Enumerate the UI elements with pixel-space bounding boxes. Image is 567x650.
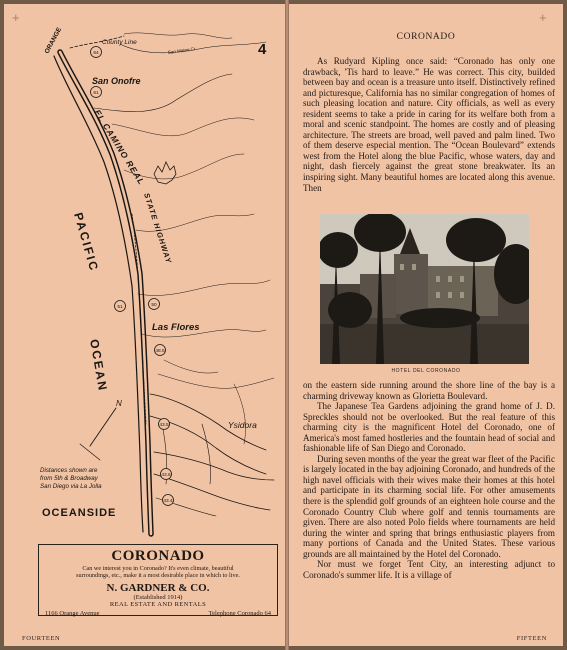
left-page <box>4 4 285 646</box>
ad-address: 1166 Orange Avenue <box>45 610 100 617</box>
paragraph-continued: on the eastern side running around the shore line of the bay is a charming driveway known as Glorietta Boulevard. <box>303 380 555 401</box>
milepost-label: 43.5 <box>159 423 169 428</box>
route-map <box>4 4 285 544</box>
page-title: CORONADO <box>396 32 456 42</box>
state-highway-label: STATE HIGHWAY <box>142 191 174 265</box>
advertisement-box <box>38 544 278 616</box>
text-block-bottom <box>303 380 555 580</box>
distance-note-line: San Diego via La Jolla <box>40 483 102 490</box>
distance-note-line: Distances shown are <box>40 467 98 474</box>
page-folio-right: FIFTEEN <box>516 635 547 642</box>
el-camino-real-label: EL CAMINO REAL <box>92 107 147 187</box>
pencil-mark: + <box>539 10 547 25</box>
ad-established: (Established 1914) <box>133 594 183 601</box>
ad-contact-row <box>39 608 277 617</box>
north-arrow <box>90 408 116 446</box>
ocean-label: OCEAN <box>87 338 111 394</box>
right-page <box>289 4 563 646</box>
county-line-label: County Line <box>102 39 137 46</box>
photo-caption: HOTEL DEL CORONADO <box>391 368 461 374</box>
milepost-label: 43.6 <box>161 473 171 478</box>
milepost-label: 48.5 <box>155 349 165 354</box>
mountain-symbol <box>154 162 176 184</box>
milepost-label: 64 <box>93 51 99 56</box>
paragraph: Nor must we forget Tent City, an interesting adjunct to Coronado's summer life. It is a village of <box>303 559 555 580</box>
milepost-label: 43.4 <box>163 499 173 504</box>
paragraph: During seven months of the year the great war fleet of the Pacific is largely located in the bay adjoining Coronado, and hundreds of the high navel officials with their wives make their homes at this hotel and participate in its charming social life. For other amusements there is the splendid golf grounds of an eighteen hole course and the Coronado Country Club where golf and tennis tournaments are given. There are also noted Polo fields where tournaments are held during the winter and spring that brings enthusiastic players from many portions of Canada and the United States. These various grounds are all maintained by the Hotel del Coronado. <box>303 453 555 559</box>
pacific-label: PACIFIC <box>71 210 102 274</box>
orange-label: ORANGE <box>43 26 64 55</box>
ad-phone: Telephone Coronado 64 <box>208 610 271 617</box>
ad-company: N. GARDNER & CO. <box>106 582 210 594</box>
paragraph: As Rudyard Kipling once said: “Coronado has only one drawback, 'Tis hard to leave.” He was correct. This city, builded between bay and ocean is a treasure unto itself. Distinctively refined and picturesque, California has no similar congregation of homes of such pleasing location and nature. City officials, as well as every resident seems to take a pride in caring for its welfare both from a moral and scenic standpoint. The homes are costly and of pleasing architecture. The streets are broad, well paved and palm lined. Two of them deserve especial mention. The “Ocean Boulevard” extends west from the Hotel along the blue Pacific, whose waters, day and night, dash fiercely against the great stone breakwater. Its an inspiring sight. Many beautiful homes are located along this avenue. Then <box>303 56 555 193</box>
text-block-top <box>303 56 555 193</box>
page-number: 4 <box>258 41 267 58</box>
ysidora-label: Ysidora <box>228 420 257 430</box>
milepost-label: 50 <box>151 303 157 308</box>
oceanside-label: OCEANSIDE <box>42 507 117 519</box>
ad-business: REAL ESTATE AND RENTALS <box>109 601 207 608</box>
paragraph: The Japanese Tea Gardens adjoining the grand home of J. D. Spreckles should not be overlooked. But the real feature of this charming city is the magnificent Hotel del Coronado, one of America's most famed hostleries and the fountain head of social and fashionable life of San Diego and Coronado. <box>303 401 555 454</box>
ad-tagline: Can we interest you in Coronado? It's even climate, beautiful <box>82 565 234 572</box>
creek-label: San Mateo Cr <box>167 46 196 55</box>
san-onofre-label: San Onofre <box>92 76 141 86</box>
ad-tagline: surroundings, etc., make it a most desirable place in which to live. <box>76 572 240 579</box>
ad-title: CORONADO <box>111 548 205 564</box>
pencil-mark: + <box>12 10 20 25</box>
milepost-label: 51 <box>117 305 123 310</box>
distance-note-line: from 5th & Broadway <box>40 475 98 482</box>
milepost-label: 61 <box>93 91 99 96</box>
las-flores-label: Las Flores <box>152 322 200 333</box>
hotel-photo <box>320 214 529 364</box>
north-label: N <box>116 399 122 408</box>
page-folio-left: FOURTEEN <box>22 635 61 642</box>
